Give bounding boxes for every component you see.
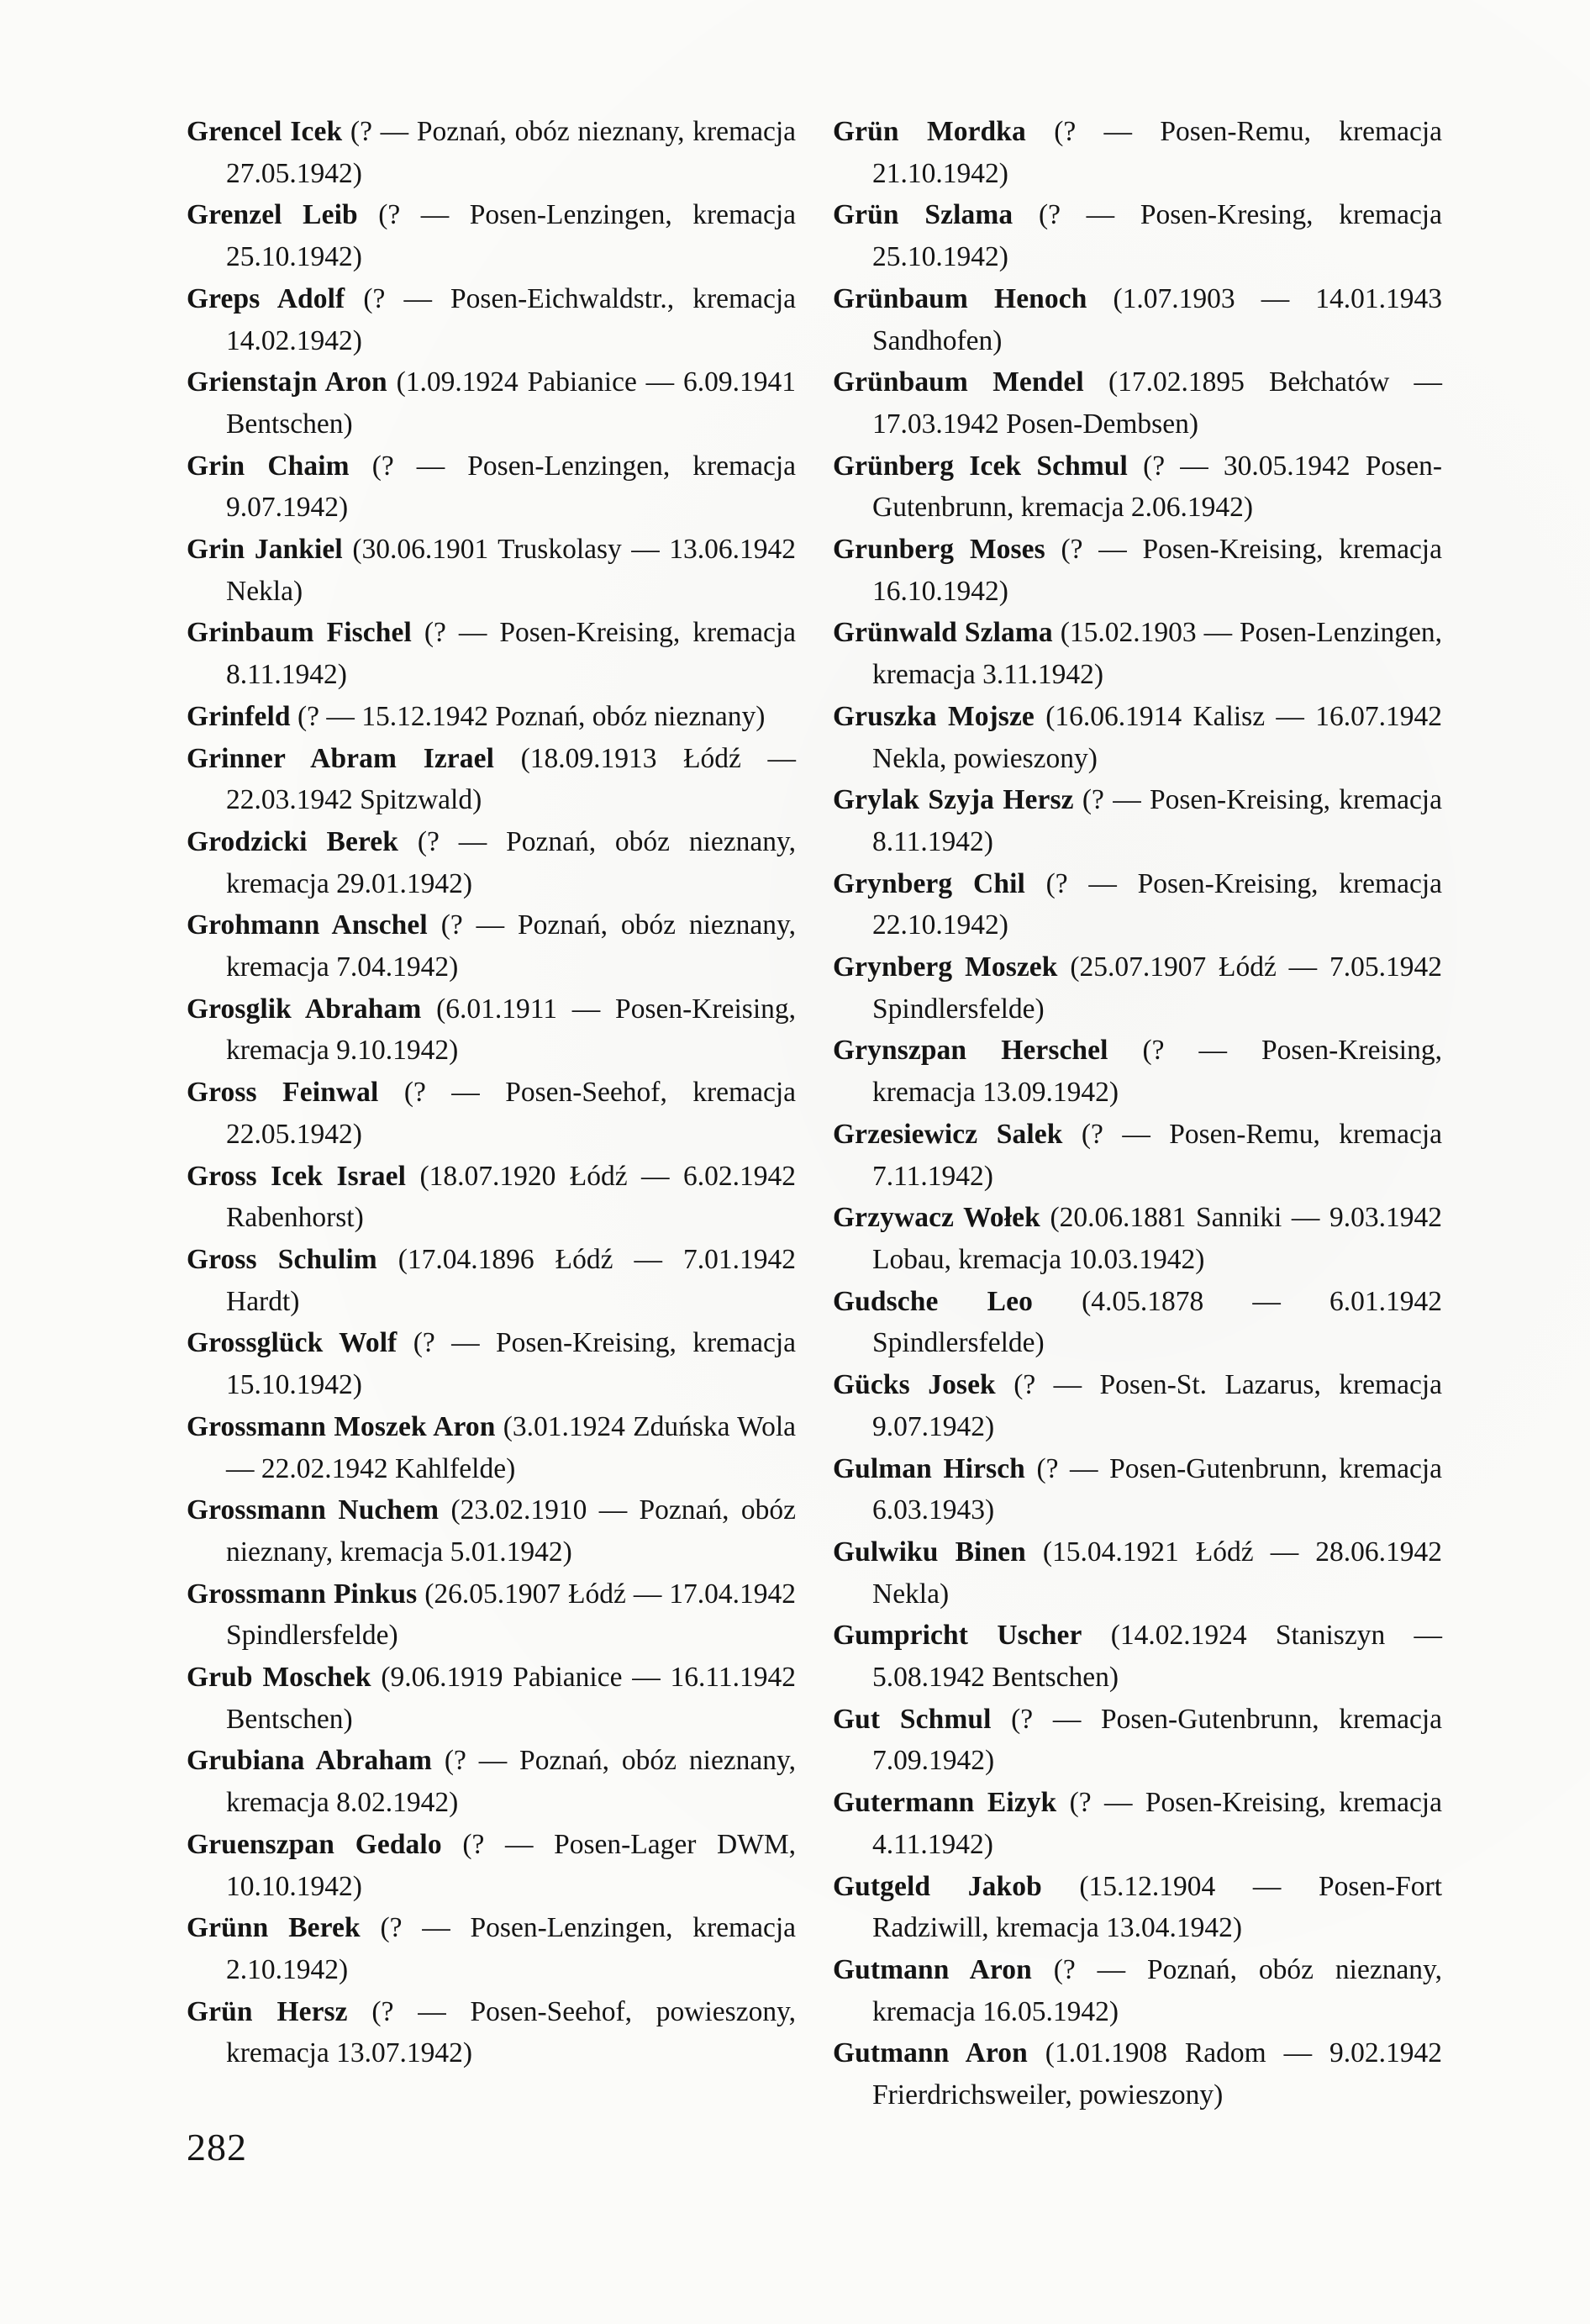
entry-name: Gücks Josek xyxy=(833,1369,996,1401)
entry-name: Grossmann Pinkus xyxy=(187,1578,418,1610)
entry xyxy=(187,445,796,529)
entry-details: (17.04.1896 Łódź — 7.01.1942 Hardt) xyxy=(226,1243,796,1317)
right-column xyxy=(833,111,1442,2116)
entry xyxy=(833,445,1442,529)
entry-details: (? — Posen-Remu, kremacja 21.10.1942) xyxy=(872,116,1443,189)
entry-name: Gruszka Mojsze xyxy=(833,700,1035,732)
entry-details: (? — Posen-Lenzingen, kremacja 2.10.1942) xyxy=(226,1912,796,1985)
entry xyxy=(187,1156,796,1239)
entry xyxy=(187,1072,796,1155)
entry xyxy=(833,1030,1442,1113)
entry xyxy=(187,821,796,904)
entry-name: Grynberg Moszek xyxy=(833,951,1058,983)
entry-details: (? — Poznań, obóz nieznany, kremacja 8.02.1942) xyxy=(226,1745,796,1819)
entry-details: (9.06.1919 Pabianice — 16.11.1942 Bentschen) xyxy=(226,1662,796,1735)
entry-name: Grünn Berek xyxy=(187,1912,361,1944)
entry-name: Gut Schmul xyxy=(833,1703,992,1735)
entry-details: (? — Posen-Kreising, kremacja 8.11.1942) xyxy=(226,617,796,691)
entry-name: Gulwiku Binen xyxy=(833,1536,1026,1568)
entry xyxy=(187,111,796,194)
entry-name: Grinner Abram Izrael xyxy=(187,742,494,774)
entry xyxy=(833,612,1442,695)
entry xyxy=(833,1531,1442,1615)
entry xyxy=(833,529,1442,612)
entry-name: Gutmann Aron xyxy=(833,1953,1032,1985)
entry-details: (16.06.1914 Kalisz — 16.07.1942 Nekla, powieszony) xyxy=(872,700,1442,774)
entry xyxy=(833,1114,1442,1197)
entry-name: Grosglik Abraham xyxy=(187,993,422,1025)
entry-details: (3.01.1924 Zduńska Wola — 22.02.1942 Kahlfelde) xyxy=(226,1410,796,1484)
entry-name: Greps Adolf xyxy=(187,282,345,314)
entry xyxy=(833,696,1442,779)
entry-name: Grylak Szyja Hersz xyxy=(833,784,1074,816)
entry xyxy=(833,1615,1442,1698)
entry-name: Grunberg Moses xyxy=(833,534,1045,566)
entry xyxy=(187,1322,796,1405)
entry-details: (? — Posen-Lenzingen, kremacja 9.07.1942) xyxy=(226,450,797,524)
entry-details: (15.04.1921 Łódź — 28.06.1942 Nekla) xyxy=(872,1536,1442,1610)
entry-name: Gutgeld Jakob xyxy=(833,1870,1042,1902)
entry-name: Gutermann Eizyk xyxy=(833,1787,1057,1819)
entry xyxy=(833,1364,1442,1447)
entry xyxy=(833,361,1442,445)
entry xyxy=(187,278,796,361)
entry-name: Grin Jankiel xyxy=(187,534,343,566)
entry-name: Grossmann Nuchem xyxy=(187,1494,440,1526)
entry-details: (? — Posen-Lager DWM, 10.10.1942) xyxy=(226,1828,796,1902)
entry-details: (6.01.1911 — Posen-Kreising, kremacja 9.10.1942) xyxy=(226,993,796,1067)
entry xyxy=(833,779,1442,862)
entry-details: (? — Posen-Kresing, kremacja 25.10.1942) xyxy=(872,199,1442,273)
entry-name: Gross Feinwal xyxy=(187,1077,379,1109)
entry-name: Grubiana Abraham xyxy=(187,1745,432,1777)
entry-name: Grodzicki Berek xyxy=(187,825,399,857)
entry xyxy=(187,194,796,277)
entry-details: (? — Posen-Kreising, kremacja 13.09.1942) xyxy=(872,1035,1442,1109)
entry-details: (? — Posen-Kreising, kremacja 22.10.1942) xyxy=(872,867,1442,941)
entry xyxy=(833,946,1442,1030)
entry xyxy=(187,1824,796,1907)
entry xyxy=(833,278,1442,361)
entry xyxy=(833,1281,1442,1364)
entry-details: (26.05.1907 Łódź — 17.04.1942 Spindlersfelde) xyxy=(226,1578,796,1652)
entry xyxy=(833,1782,1442,1865)
entry-details: (17.02.1895 Bełchatów — 17.03.1942 Posen-Dembsen) xyxy=(872,366,1442,440)
entry-name: Grünbaum Mendel xyxy=(833,366,1084,398)
entry xyxy=(187,361,796,445)
entry-details: (? — Posen-Seehof, kremacja 22.05.1942) xyxy=(226,1077,797,1150)
entry xyxy=(833,111,1442,194)
entry xyxy=(187,696,796,738)
entry-details: (? — Poznań, obóz nieznany, kremacja 7.04.1942) xyxy=(226,909,796,983)
entry-details: (? — Poznań, obóz nieznany, kremacja 27.05.1942) xyxy=(226,116,797,189)
entry-details: (1.07.1903 — 14.01.1943 Sandhofen) xyxy=(872,282,1443,356)
entry-details: (? — 30.05.1942 Posen-Gutenbrunn, kremacja 2.06.1942) xyxy=(872,450,1442,524)
entry-name: Grynszpan Herschel xyxy=(833,1035,1108,1067)
entry-details: (? — Posen-Lenzingen, kremacja 25.10.1942) xyxy=(226,199,797,273)
entry-details: (1.09.1924 Pabianice — 6.09.1941 Bentschen) xyxy=(226,366,797,440)
entry xyxy=(187,904,796,988)
entry xyxy=(187,612,796,695)
entry xyxy=(187,1489,796,1573)
entry-name: Grohmann Anschel xyxy=(187,909,428,941)
entry-details: (? — Poznań, obóz nieznany, kremacja 16.05.1942) xyxy=(872,1953,1443,2027)
entry xyxy=(833,1866,1442,1949)
entry xyxy=(833,194,1442,277)
entry xyxy=(187,1239,796,1322)
entry-name: Grinfeld xyxy=(187,700,291,732)
entry-name: Grossglück Wolf xyxy=(187,1327,398,1359)
entry-name: Grünbaum Henoch xyxy=(833,282,1087,314)
entry-details: (4.05.1878 — 6.01.1942 Spindlersfelde) xyxy=(872,1285,1443,1359)
entry-name: Grzesiewicz Salek xyxy=(833,1118,1063,1150)
entry-details: (? — Posen-Remu, kremacja 7.11.1942) xyxy=(872,1118,1443,1192)
entry-name: Grün Hersz xyxy=(187,1995,348,2027)
entry xyxy=(833,1949,1442,2032)
entry xyxy=(187,1740,796,1823)
entry xyxy=(833,1197,1442,1280)
entry-details: (1.01.1908 Radom — 9.02.1942 Frierdrichsweiler, powieszony) xyxy=(872,2037,1442,2111)
entry-details: (23.02.1910 — Poznań, obóz nieznany, kremacja 5.01.1942) xyxy=(226,1494,796,1568)
entry-name: Grzywacz Wołek xyxy=(833,1202,1040,1234)
entry-details: (? — Posen-Seehof, powieszony, kremacja 13.07.1942) xyxy=(226,1995,797,2069)
entry-name: Gruenszpan Gedalo xyxy=(187,1828,442,1860)
entry-details: (15.12.1904 — Posen-Fort Radziwill, kremacja 13.04.1942) xyxy=(872,1870,1442,1944)
entry-name: Grub Moschek xyxy=(187,1662,371,1694)
entry-name: Gumpricht Uscher xyxy=(833,1620,1082,1652)
entry xyxy=(187,1573,796,1657)
entry-details: (? — 15.12.1942 Poznań, obóz nieznany) xyxy=(297,700,766,732)
entry-name: Grossmann Moszek Aron xyxy=(187,1410,496,1442)
entry-name: Grünberg Icek Schmul xyxy=(833,450,1128,482)
entry-details: (25.07.1907 Łódź — 7.05.1942 Spindlersfelde) xyxy=(872,951,1442,1025)
left-column xyxy=(187,111,796,2074)
entry-name: Grencel Icek xyxy=(187,116,343,147)
entry-details: (? — Posen-Eichwaldstr., kremacja 14.02.1942) xyxy=(226,282,796,356)
entry xyxy=(187,988,796,1072)
entry-details: (14.02.1924 Staniszyn — 5.08.1942 Bentschen) xyxy=(872,1620,1442,1694)
entry-details: (? — Posen-Gutenbrunn, kremacja 6.03.1943) xyxy=(872,1452,1442,1526)
entry-details: (30.06.1901 Truskolasy — 13.06.1942 Nekla) xyxy=(226,534,797,607)
entry-details: (15.02.1903 — Posen-Lenzingen, kremacja 3.11.1942) xyxy=(872,617,1442,691)
entry-name: Grynberg Chil xyxy=(833,867,1025,899)
entry-details: (? — Posen-Kreising, kremacja 8.11.1942) xyxy=(872,784,1442,857)
entry-details: (20.06.1881 Sanniki — 9.03.1942 Lobau, kremacja 10.03.1942) xyxy=(872,1202,1442,1275)
entry-details: (? — Posen-Kreising, kremacja 16.10.1942) xyxy=(872,534,1442,607)
entry xyxy=(187,1406,796,1489)
entry-name: Grenzel Leib xyxy=(187,199,358,231)
entry-details: (18.09.1913 Łódź — 22.03.1942 Spitzwald) xyxy=(226,742,796,816)
entry-name: Gross Icek Israel xyxy=(187,1160,406,1192)
entry-details: (? — Posen-Kreising, kremacja 15.10.1942) xyxy=(226,1327,797,1401)
entry-name: Grün Mordka xyxy=(833,116,1026,147)
entry xyxy=(833,1448,1442,1531)
entry-details: (? — Posen-St. Lazarus, kremacja 9.07.1942) xyxy=(872,1369,1443,1442)
page-number: 282 xyxy=(187,2126,247,2169)
entry-name: Grienstajn Aron xyxy=(187,366,387,398)
entry xyxy=(833,863,1442,946)
entry-details: (? — Poznań, obóz nieznany, kremacja 29.01.1942) xyxy=(226,825,796,899)
entry-name: Grinbaum Fischel xyxy=(187,617,412,649)
entry-details: (18.07.1920 Łódź — 6.02.1942 Rabenhorst) xyxy=(226,1160,796,1234)
entry-name: Gulman Hirsch xyxy=(833,1452,1025,1484)
entry xyxy=(187,1657,796,1740)
entry-name: Grün Szlama xyxy=(833,199,1013,231)
entry-name: Grünwald Szlama xyxy=(833,617,1053,649)
entry xyxy=(187,1907,796,1990)
entry-name: Gutmann Aron xyxy=(833,2037,1028,2069)
entry xyxy=(187,1991,796,2074)
entry-name: Grin Chaim xyxy=(187,450,350,482)
entry xyxy=(187,529,796,612)
entry-details: (? — Posen-Kreising, kremacja 4.11.1942) xyxy=(872,1787,1442,1860)
entry xyxy=(833,2032,1442,2116)
entry xyxy=(187,738,796,821)
entry-name: Gudsche Leo xyxy=(833,1285,1033,1317)
entry xyxy=(833,1699,1442,1782)
entry-name: Gross Schulim xyxy=(187,1243,377,1275)
entry-details: (? — Posen-Gutenbrunn, kremacja 7.09.1942) xyxy=(872,1703,1442,1777)
